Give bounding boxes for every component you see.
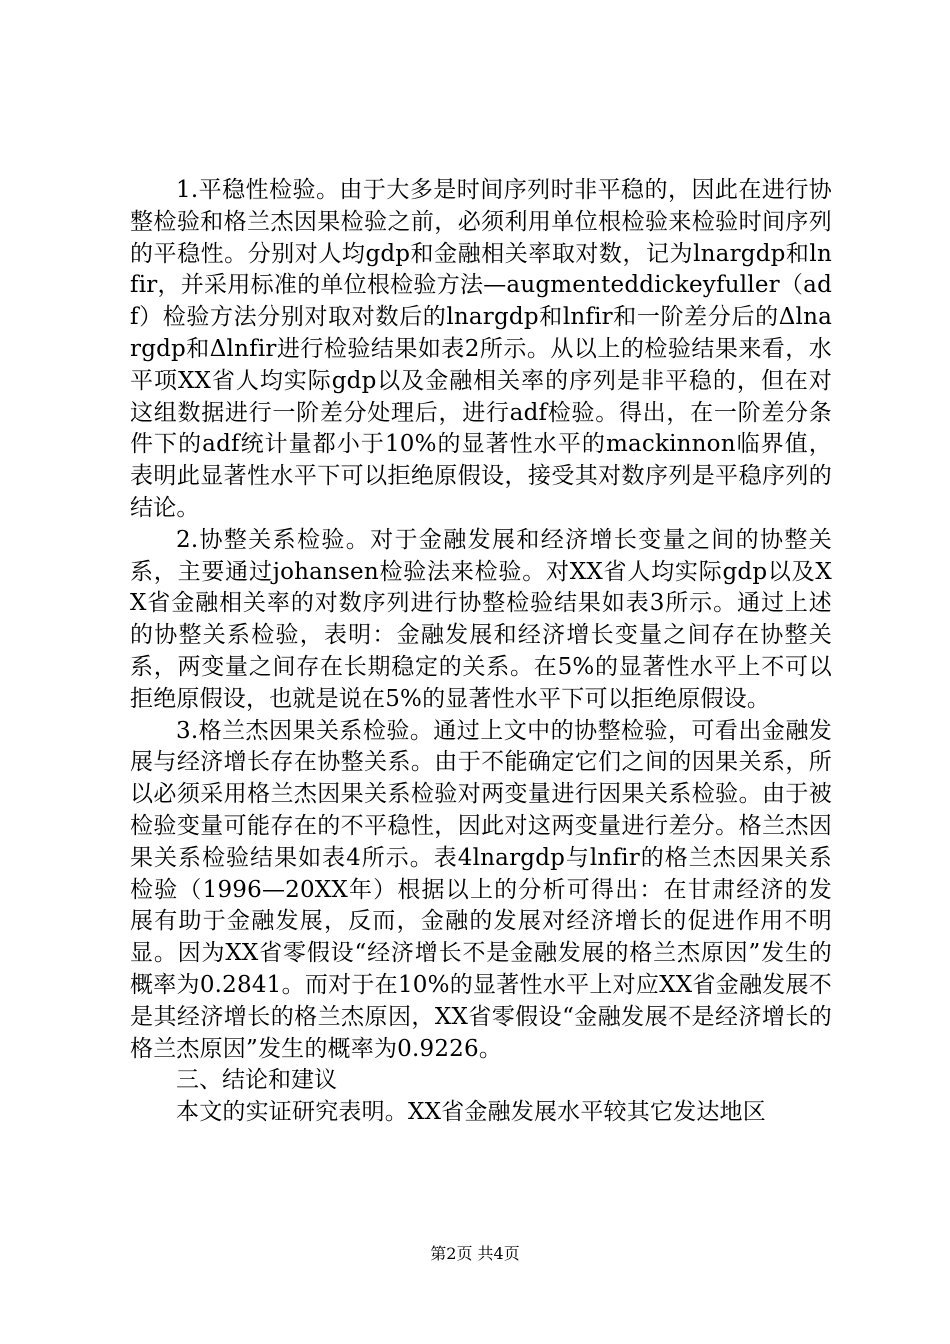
paragraph-conclusion-start: 本文的实证研究表明。XX省金融发展水平较其它发达地区 <box>176 1099 766 1126</box>
page-number-footer: 第2页 共4页 <box>430 1244 520 1263</box>
paragraph-granger-causality-test: 3.格兰杰因果关系检验。通过上文中的协整检验，可看出金融发展与经济增长存在协整关系。由于不能确定它们之间的因果关系，所以必须采用格兰杰因果关系检验对两变量进行因果关系检验。由于被检验变量可能存在的不平稳性，因此对这两变量进行差分。格兰杰因果关系检验结果如表4所示。表4lnargdp与lnfir的格兰杰因果关系检验（1996—20XX年）根据以上的分析可得出：在甘肃经济的发展有助于金融发展，反而，金融的发展对经济增长的促进作用不明显。因为XX省零假设“经济增长不是金融发展的格兰杰原因”发生的概率为0.2841。而对于在10%的显著性水平上对应XX省金融发展不是其经济增长的格兰杰原因，XX省零假设“金融发展不是经济增长的格兰杰原因”发生的概率为0.9226。 <box>130 717 832 1062</box>
document-body <box>130 175 832 1129</box>
paragraph-cointegration-test: 2.协整关系检验。对于金融发展和经济增长变量之间的协整关系，主要通过johansen检验法来检验。对XX省人均实际gdp以及XX省金融相关率的对数序列进行协整检验结果如表3所示。通过上述的协整关系检验，表明：金融发展和经济增长变量之间存在协整关系，两变量之间存在长期稳定的关系。在5%的显著性水平上不可以拒绝原假设，也就是说在5%的显著性水平下可以拒绝原假设。 <box>130 526 832 712</box>
paragraph-stationarity-test: 1.平稳性检验。由于大多是时间序列时非平稳的，因此在进行协整检验和格兰杰因果检验之前，必须利用单位根检验来检验时间序列的平稳性。分别对人均gdp和金融相关率取对数，记为lnargdp和lnfir，并采用标准的单位根检验方法—augmenteddickeyfuller（adf）检验方法分别对取对数后的lnargdp和lnfir和一阶差分后的Δlnargdp和Δlnfir进行检验结果如表2所示。从以上的检验结果来看，水平项XX省人均实际gdp以及金融相关率的序列是非平稳的，但在对这组数据进行一阶差分处理后，进行adf检验。得出，在一阶差分条件下的adf统计量都小于10%的显著性水平的mackinnon临界值，表明此显著性水平下可以拒绝原假设，接受其对数序列是平稳序列的结论。 <box>130 177 832 521</box>
section-heading-conclusion: 三、结论和建议 <box>176 1067 337 1094</box>
